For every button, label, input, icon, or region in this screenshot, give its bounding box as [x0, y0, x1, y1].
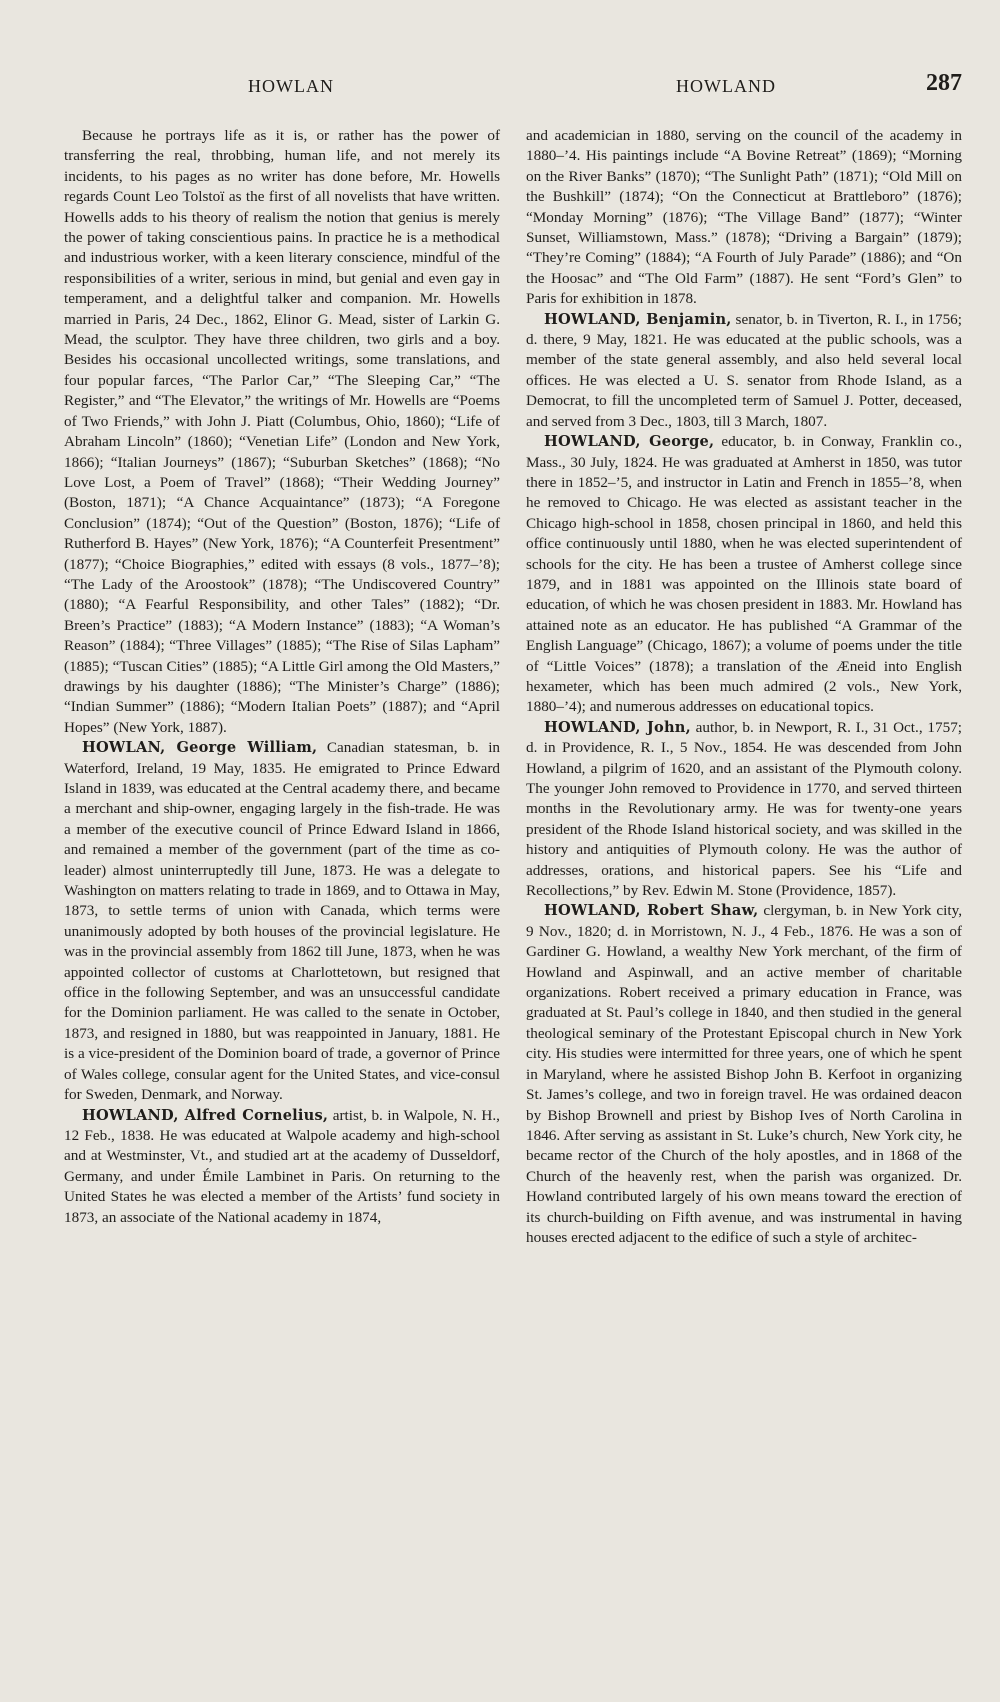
entry-text: author, b. in Newport, R. I., 31 Oct., 1757; d. in Providence, R. I., 5 Nov., 1854. He was descended from John Howland, a pilgrim of 1620, and an assistant of the Plymouth colony. The younger John removed to Providence in 1770, and served thirteen months in the Revolutionary army. He was for twenty-one years president of the Rhode Island historical society, and was skilled in the history and antiquities of Plymouth colony. He was the author of addresses, orations, and historical papers. See his “Life and Recollections,” by Rev. Edwin M. Stone (Providence, 1857).	[526, 718, 963, 900]
entry-headword: HOWLAND, Alfred Cornelius,	[82, 1106, 329, 1124]
entry-headword: HOWLAND, Robert Shaw,	[544, 902, 759, 920]
entry-text: senator, b. in Tiverton, R. I., in 1756; d. there, 9 May, 1821. He was educated at the public schools, was a member of the state general assembly, and also held several local offices. He was elected a U. S. senator from Rhode Island, as a Democrat, to fill the uncompleted term of Samuel J. Potter, deceased, and served from 3 Dec., 1803, till 3 March, 1807.	[526, 310, 962, 430]
right-column	[526, 126, 962, 1248]
alfred-continuation: and academician in 1880, serving on the council of the academy in 1880–’4. His paintings include “A Bovine Retreat” (1869); “Morning on the River Banks” (1870); “The Sunlight Path” (1871); “Old Mill on the Bushkill” (1874); “On the Connecticut at Brattleboro” (1876); “Monday Morning” (1876); “The Village Band” (1877); “Winter Sunset, Williamstown, Mass.” (1878); “Driving a Bargain” (1879); “They’re Coming” (1884); “A Fourth of July Parade” (1886); and “On the Hoosac” and “The Old Farm” (1887). He sent “Ford’s Glen” to Paris for exhibition in 1878.	[526, 127, 962, 308]
entry-howland-george	[526, 432, 962, 718]
text-columns	[64, 126, 962, 1248]
howells-continuation: Because he portrays life as it is, or rather has the power of transferring the real, throbbing, human life, and not merely its incidents, to his pages as no writer has done before, Mr. Howells regards Count Leo Tolstoï as the first of all novelists that have written. Howells adds to his theory of realism the notion that genius is merely the power of taking conscientious pains. In practice he is a methodical and industrious worker, with a keen literary conscience, mindful of the responsibilities of a writer, serious in mind, but genial and even gay in temperament, and a delightful talker and companion. Mr. Howells married in Paris, 24 Dec., 1862, Elinor G. Mead, sister of Larkin G. Mead, the sculptor. They have three children, two girls and a boy. Besides his occasional uncollected writings, some translations, and four popular farces, “The Parlor Car,” “The Sleeping Car,” “The Register,” and “The Elevator,” the writings of Mr. Howells are “Poems of Two Friends,” with John J. Piatt (Columbus, Ohio, 1860); “Life of Abraham Lincoln” (1860); “Venetian Life” (London and New York, 1866); “Italian Journeys” (1867); “Suburban Sketches” (1868); “No Love Lost, a Poem of Travel” (1868); “Their Wedding Journey” (Boston, 1871); “A Chance Acquaintance” (1873); “A Foregone Conclusion” (1874); “Out of the Question” (Boston, 1876); “Life of Rutherford B. Hayes” (New York, 1876); “A Counterfeit Presentment” (1877); “Choice Biographies,” edited with essays (8 vols., 1877–’8); “The Lady of the Aroostook” (1878); “The Undiscovered Country” (1880); “A Fearful Responsibility, and other Tales” (1882); “Dr. Breen’s Practice” (1883); “A Modern Instance” (1883); “A Woman’s Reason” (1884); “Three Villages” (1885); “The Rise of Silas Lapham” (1885); “Tuscan Cities” (1885); “A Little Girl among the Old Masters,” drawings by his daughter (1886); “The Minister’s Charge” (1886); “Indian Summer” (1886); “Modern Italian Poets” (1887); and “April Hopes” (New York, 1887).	[64, 127, 500, 736]
page-number: 287	[926, 70, 962, 96]
entry-howland-benjamin	[526, 310, 962, 432]
running-head-right: HOWLAND	[676, 76, 776, 96]
entry-howland-alfred-cornelius	[64, 1106, 500, 1228]
entry-headword: HOWLAND, George,	[544, 433, 715, 451]
entry-text: artist, b. in Walpole, N. H., 12 Feb., 1838. He was educated at Walpole academy and high-school and at Westminster, Vt., and studied art at the academy of Dusseldorf, Germany, and under Émile Lambinet in Paris. On returning to the United States he was elected a member of the Artists’ fund society in 1873, an associate of the National academy in 1874,	[64, 1106, 500, 1226]
entry-headword: HOWLAN, George William,	[82, 739, 318, 757]
entry-howland-john	[526, 718, 962, 902]
entry-howlan-george-william	[64, 738, 500, 1105]
running-head-left: HOWLAN	[248, 76, 334, 96]
running-head	[64, 70, 962, 110]
entry-headword: HOWLAND, Benjamin,	[544, 310, 732, 328]
entry-headword: HOWLAND, John,	[544, 718, 691, 736]
entry-text: clergyman, b. in New York city, 9 Nov., 1820; d. in Morristown, N. J., 4 Feb., 1876. He was a son of Gardiner G. Howland, a wealthy New York merchant, of the firm of Howland and Aspinwall, and an active member of charitable organizations. Robert received a primary education in France, was graduated at St. Paul’s college in 1840, and then studied in the general theological seminary of the Protestant Episcopal church in New York city. His studies were intermitted for three years, one of which he spent in Maryland, where he assisted Bishop John B. Kerfoot in organizing St. James’s college, and two in foreign travel. He was ordained deacon by Bishop Brownell and priest by Bishop Ives of North Carolina in 1846. After serving as assistant in St. Luke’s church, New York city, he became rector of the Church of the holy apostles, and in 1868 of the Church of the heavenly rest, when the parish was organized. Dr. Howland contributed largely of his own means toward the erection of its church-building on Fifth avenue, and was instrumental in having houses erected adjacent to the edifice of such a style of architec-	[526, 902, 963, 1246]
entry-text: educator, b. in Conway, Franklin co., Mass., 30 July, 1824. He was graduated at Amherst in 1850, was tutor there in 1852–’5, and instructor in Latin and French in 1855–’8, when he removed to Chicago. He was elected as assistant teacher in the Chicago high-school in 1858, chosen principal in 1860, and held this office continuously until 1880, when he was elected superintendent of schools for the city. He has been a trustee of Amherst college since 1879, and in 1881 was appointed on the Illinois state board of education, of which he was chosen president in 1883. Mr. Howland has attained note as an educator. He has published “A Grammar of the English Language” (Chicago, 1867); a volume of poems under the title of “Little Voices” (1878); a translation of the Æneid into English hexameter, which has been much admired (2 vols., New York, 1880–’4); and numerous addresses on educational topics.	[526, 433, 962, 716]
entry-text: Canadian statesman, b. in Waterford, Ireland, 19 May, 1835. He emigrated to Prince Edward Island in 1839, was educated at the Central academy there, and became a merchant and ship-owner, engaging largely in the fish-trade. He was a member of the executive council of Prince Edward Island in 1866, and remained a member of the government (part of the time as co-leader) almost uninterruptedly till June, 1873. He was a delegate to Washington on matters relating to trade in 1869, and to Ottawa in May, 1873, to settle terms of union with Canada, which terms were unanimously adopted by both houses of the provincial legislature. He was in the provincial assembly from 1862 till June, 1873, when he was appointed collector of customs at Charlottetown, but resigned that office in the following September, and was an unsuccessful candidate for the Dominion parliament. He was called to the senate in October, 1873, and resigned in 1880, but was reappointed in January, 1881. He is a vice-president of the Dominion board of trade, a governor of Prince of Wales college, consular agent for the United States, and vice-consul for Sweden, Denmark, and Norway.	[64, 739, 501, 1104]
left-column	[64, 126, 500, 1248]
entry-howland-robert-shaw	[526, 901, 962, 1248]
